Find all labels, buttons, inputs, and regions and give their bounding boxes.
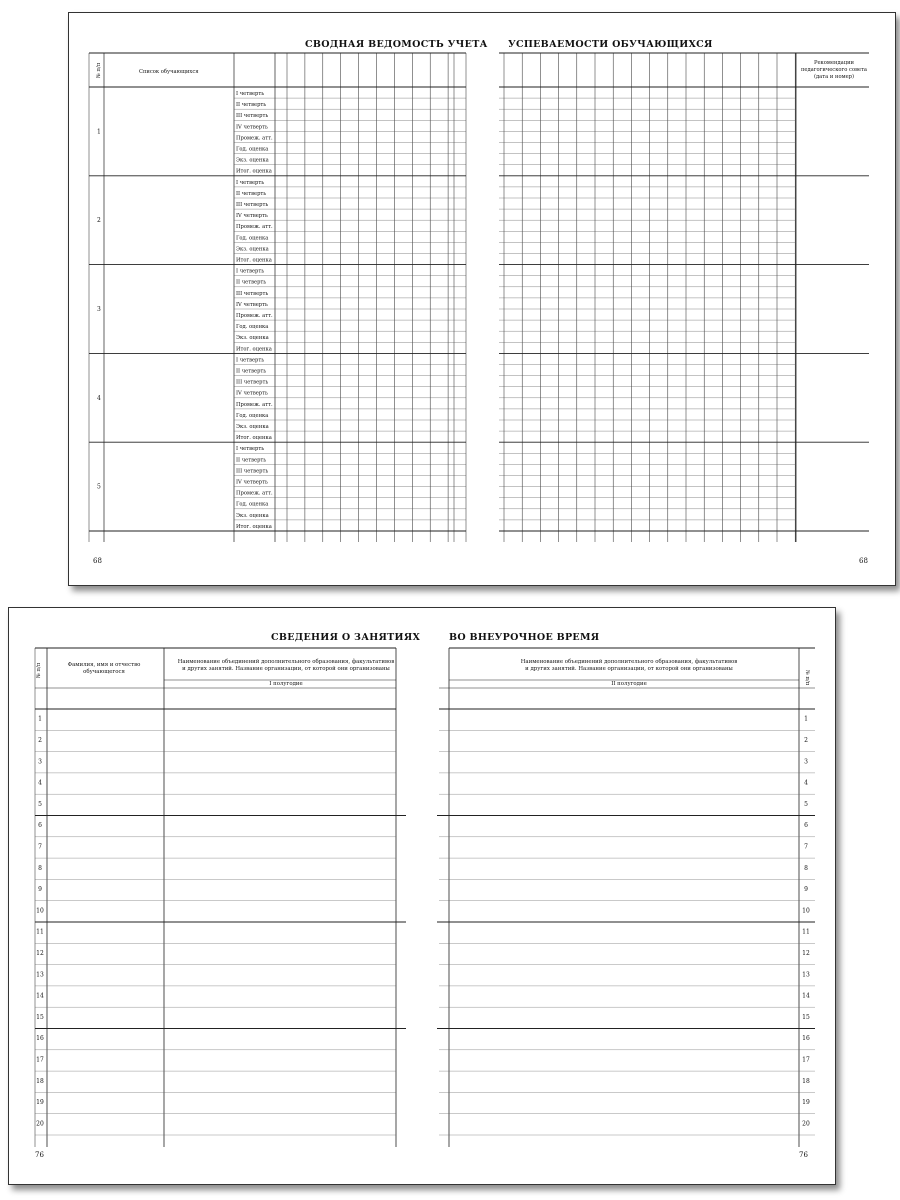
period-label: Год. оценка (236, 146, 269, 153)
row-number-left: 12 (36, 950, 44, 958)
sheet2-col-name-1: Фамилия, имя и отчество (67, 662, 141, 668)
row-number-right: 1 (804, 715, 808, 723)
sheet1-title-left: СВОДНАЯ ВЕДОМОСТЬ УЧЕТА (305, 39, 488, 50)
student-number: 2 (97, 217, 101, 225)
row-number-right: 13 (802, 971, 810, 979)
sheet2-col-no-left: № п/п (36, 662, 42, 678)
row-number-right: 9 (804, 886, 808, 894)
sheet1-col-recommend-3: (дата и номер) (813, 74, 855, 80)
period-label: IV четверть (236, 390, 268, 397)
row-number-right: 14 (802, 992, 810, 1000)
row-number-left: 18 (36, 1077, 44, 1085)
period-label: IV четверть (236, 479, 268, 486)
period-label: Экз. оценка (236, 512, 269, 519)
period-label: III четверть (236, 113, 269, 120)
period-label: Экз. оценка (236, 424, 269, 430)
row-number-right: 8 (804, 864, 808, 872)
sheet2-col-name-2: обучающегося (83, 669, 125, 675)
row-number-right: 6 (804, 822, 808, 830)
sheet1-col-recommend-1: Рекомендации (813, 60, 855, 66)
row-number-left: 5 (38, 800, 42, 808)
student-number: 5 (97, 483, 101, 491)
period-label: Итог. оценка (236, 435, 272, 442)
period-label: IV четверть (236, 301, 268, 308)
period-label: IV четверть (236, 124, 268, 131)
sheet1-col-no: № п/п (96, 62, 102, 78)
period-label: Год. оценка (236, 324, 269, 331)
period-label: Экз. оценка (236, 157, 269, 164)
student-number: 4 (97, 394, 101, 402)
row-number-left: 16 (36, 1035, 44, 1043)
row-number-right: 2 (804, 737, 808, 745)
row-number-left: 9 (38, 886, 42, 894)
row-number-left: 11 (36, 928, 44, 936)
row-number-right: 5 (804, 800, 808, 808)
period-label: III четверть (236, 379, 269, 386)
sheet1-col-recommend-2: педагогического совета (800, 67, 868, 73)
row-number-right: 15 (802, 1013, 810, 1021)
row-number-left: 2 (38, 737, 42, 745)
period-label: Экз. оценка (236, 335, 269, 342)
row-number-left: 13 (36, 971, 44, 979)
period-label: Год. оценка (236, 412, 269, 419)
row-number-left: 8 (38, 864, 42, 872)
student-number: 1 (97, 128, 101, 136)
period-label: Итог. оценка (236, 523, 272, 530)
period-label: Итог. оценка (236, 257, 272, 264)
period-label: Экз. оценка (236, 246, 269, 253)
period-label: IV четверть (236, 213, 268, 220)
row-number-right: 17 (802, 1056, 810, 1064)
row-number-left: 6 (38, 822, 42, 830)
row-number-right: 18 (802, 1077, 810, 1085)
period-label: III четверть (236, 202, 269, 208)
period-label: Промеж. атт. (236, 224, 273, 231)
period-label: Промеж. атт. (236, 490, 273, 497)
period-label: Год. оценка (236, 501, 269, 508)
sheet1-title-right: УСПЕВАЕМОСТИ ОБУЧАЮЩИХСЯ (508, 39, 713, 50)
period-label: I четверть (236, 446, 265, 453)
period-label: II четверть (236, 457, 267, 464)
period-label: II четверть (236, 279, 267, 286)
row-number-left: 17 (36, 1056, 44, 1064)
period-label: II четверть (236, 368, 267, 375)
sheet2-title-right: ВО ВНЕУРОЧНОЕ ВРЕМЯ (449, 632, 600, 643)
period-label: Год. оценка (236, 235, 269, 242)
row-number-left: 15 (36, 1013, 44, 1021)
row-number-right: 16 (802, 1035, 810, 1043)
sheet1-col-list: Список обучающихся (139, 69, 199, 75)
period-label: I четверть (236, 91, 265, 97)
period-label: Итог. оценка (236, 168, 272, 175)
row-number-left: 4 (38, 779, 42, 787)
grades-summary-grid (69, 13, 895, 585)
period-label: III четверть (236, 468, 269, 475)
row-number-right: 3 (804, 758, 808, 766)
sheet1-page-left: 68 (93, 557, 102, 565)
sheet2-page-left: 76 (35, 1151, 44, 1159)
row-number-right: 19 (802, 1099, 810, 1107)
row-number-left: 19 (36, 1099, 44, 1107)
row-number-right: 4 (804, 779, 808, 787)
row-number-left: 1 (38, 715, 42, 723)
row-number-right: 7 (804, 843, 808, 851)
row-number-right: 11 (802, 928, 810, 936)
extracurricular-grid (9, 608, 835, 1184)
row-number-left: 3 (38, 758, 42, 766)
sheet2-col-assoc-left-1: Наименование объединений дополнительного образования, факультативов (177, 659, 395, 665)
row-number-left: 7 (38, 843, 42, 851)
row-number-right: 10 (802, 907, 810, 915)
sheet2-col-assoc-right-1: Наименование объединений дополнительного образования, факультативов (520, 659, 738, 665)
row-number-right: 12 (802, 950, 810, 958)
sheet2-half-2: II полугодие (611, 681, 647, 687)
sheet2-page-right: 76 (799, 1151, 808, 1159)
grades-summary-sheet (68, 12, 896, 586)
period-label: I четверть (236, 268, 265, 275)
sheet2-col-assoc-left-2: и других занятий. Название организации, от которой они организованы (182, 666, 390, 672)
row-number-left: 14 (36, 992, 44, 1000)
sheet2-title-left: СВЕДЕНИЯ О ЗАНЯТИЯХ (271, 632, 421, 643)
extracurricular-sheet (8, 607, 836, 1185)
period-label: I четверть (236, 179, 265, 186)
period-label: Промеж. атт. (236, 313, 273, 319)
period-label: II четверть (236, 190, 267, 197)
sheet2-col-assoc-right-2: и других занятий. Название организации, от которой они организованы (525, 666, 733, 672)
sheet1-page-right: 68 (859, 557, 868, 565)
row-number-left: 20 (36, 1120, 44, 1128)
period-label: III четверть (236, 290, 269, 297)
period-label: I четверть (236, 357, 265, 364)
sheet2-col-no-right: № п/п (804, 670, 810, 686)
student-number: 3 (97, 306, 101, 313)
period-label: II четверть (236, 102, 267, 109)
period-label: Промеж. атт. (236, 135, 273, 142)
row-number-left: 10 (36, 907, 44, 915)
period-label: Итог. оценка (236, 346, 272, 353)
row-number-right: 20 (802, 1120, 810, 1128)
sheet2-half-1: I полугодие (269, 681, 303, 687)
period-label: Промеж. атт. (236, 401, 273, 408)
